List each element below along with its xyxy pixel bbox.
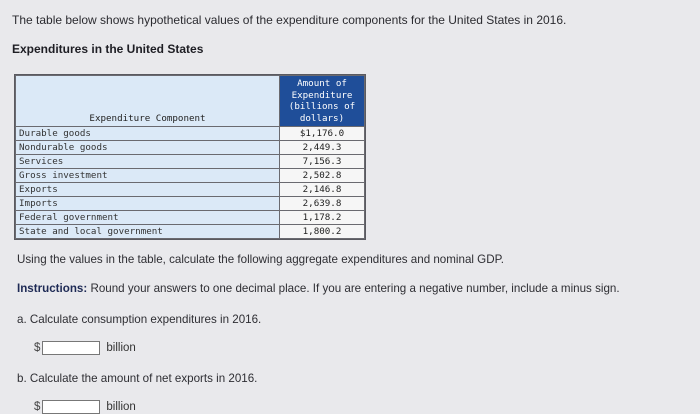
amount-header-line: dollars) [299, 112, 345, 124]
table-row [16, 183, 365, 197]
instructions-label: Instructions: [17, 282, 88, 295]
intro-text: The table below shows hypothetical values of the expenditure components for the United States in 2016. [12, 13, 567, 27]
amount-header-line: Amount of [297, 78, 347, 89]
currency-symbol: $ [34, 342, 41, 354]
amount-cell: $1,176.0 [280, 127, 365, 141]
component-column-header: Expenditure Component [16, 76, 280, 127]
amount-cell: 7,156.3 [280, 155, 365, 169]
currency-symbol: $ [34, 401, 41, 413]
component-cell: State and local government [16, 225, 280, 239]
amount-column-header [280, 76, 365, 127]
question-a: a. Calculate consumption expenditures in 2016. [17, 313, 262, 326]
amount-cell: 1,178.2 [280, 211, 365, 225]
net-exports-answer-input[interactable] [42, 400, 100, 414]
amount-header-line: (billions of [288, 101, 356, 112]
amount-cell: 1,800.2 [280, 225, 365, 239]
consumption-answer-input[interactable] [42, 341, 100, 355]
amount-cell: 2,449.3 [280, 141, 365, 155]
table-title: Expenditures in the United States [12, 42, 204, 56]
prompt-text: Using the values in the table, calculate the following aggregate expenditures and nominal GDP. [17, 253, 505, 266]
component-cell: Nondurable goods [16, 141, 280, 155]
component-cell: Gross investment [16, 169, 280, 183]
table-row [16, 197, 365, 211]
amount-header-line: Expenditure [291, 89, 353, 101]
amount-cell: 2,639.8 [280, 197, 365, 211]
expenditure-table [14, 74, 366, 240]
instructions-text [17, 282, 620, 295]
unit-label: billion [106, 342, 136, 354]
table-row [16, 141, 365, 155]
table-row [16, 169, 365, 183]
table-row [16, 225, 365, 239]
component-cell: Durable goods [16, 127, 280, 141]
component-cell: Exports [16, 183, 280, 197]
amount-cell: 2,502.8 [280, 169, 365, 183]
table-row [16, 211, 365, 225]
component-cell: Imports [16, 197, 280, 211]
component-cell: Services [16, 155, 280, 169]
table-row [16, 155, 365, 169]
instructions-body: Round your answers to one decimal place. If you are entering a negative number, include a minus sign. [90, 282, 620, 295]
answer-row-a [34, 341, 136, 355]
component-cell: Federal government [16, 211, 280, 225]
amount-cell: 2,146.8 [280, 183, 365, 197]
question-b: b. Calculate the amount of net exports in 2016. [17, 372, 258, 385]
unit-label: billion [106, 401, 136, 413]
table-row [16, 127, 365, 141]
answer-row-b [34, 400, 136, 414]
